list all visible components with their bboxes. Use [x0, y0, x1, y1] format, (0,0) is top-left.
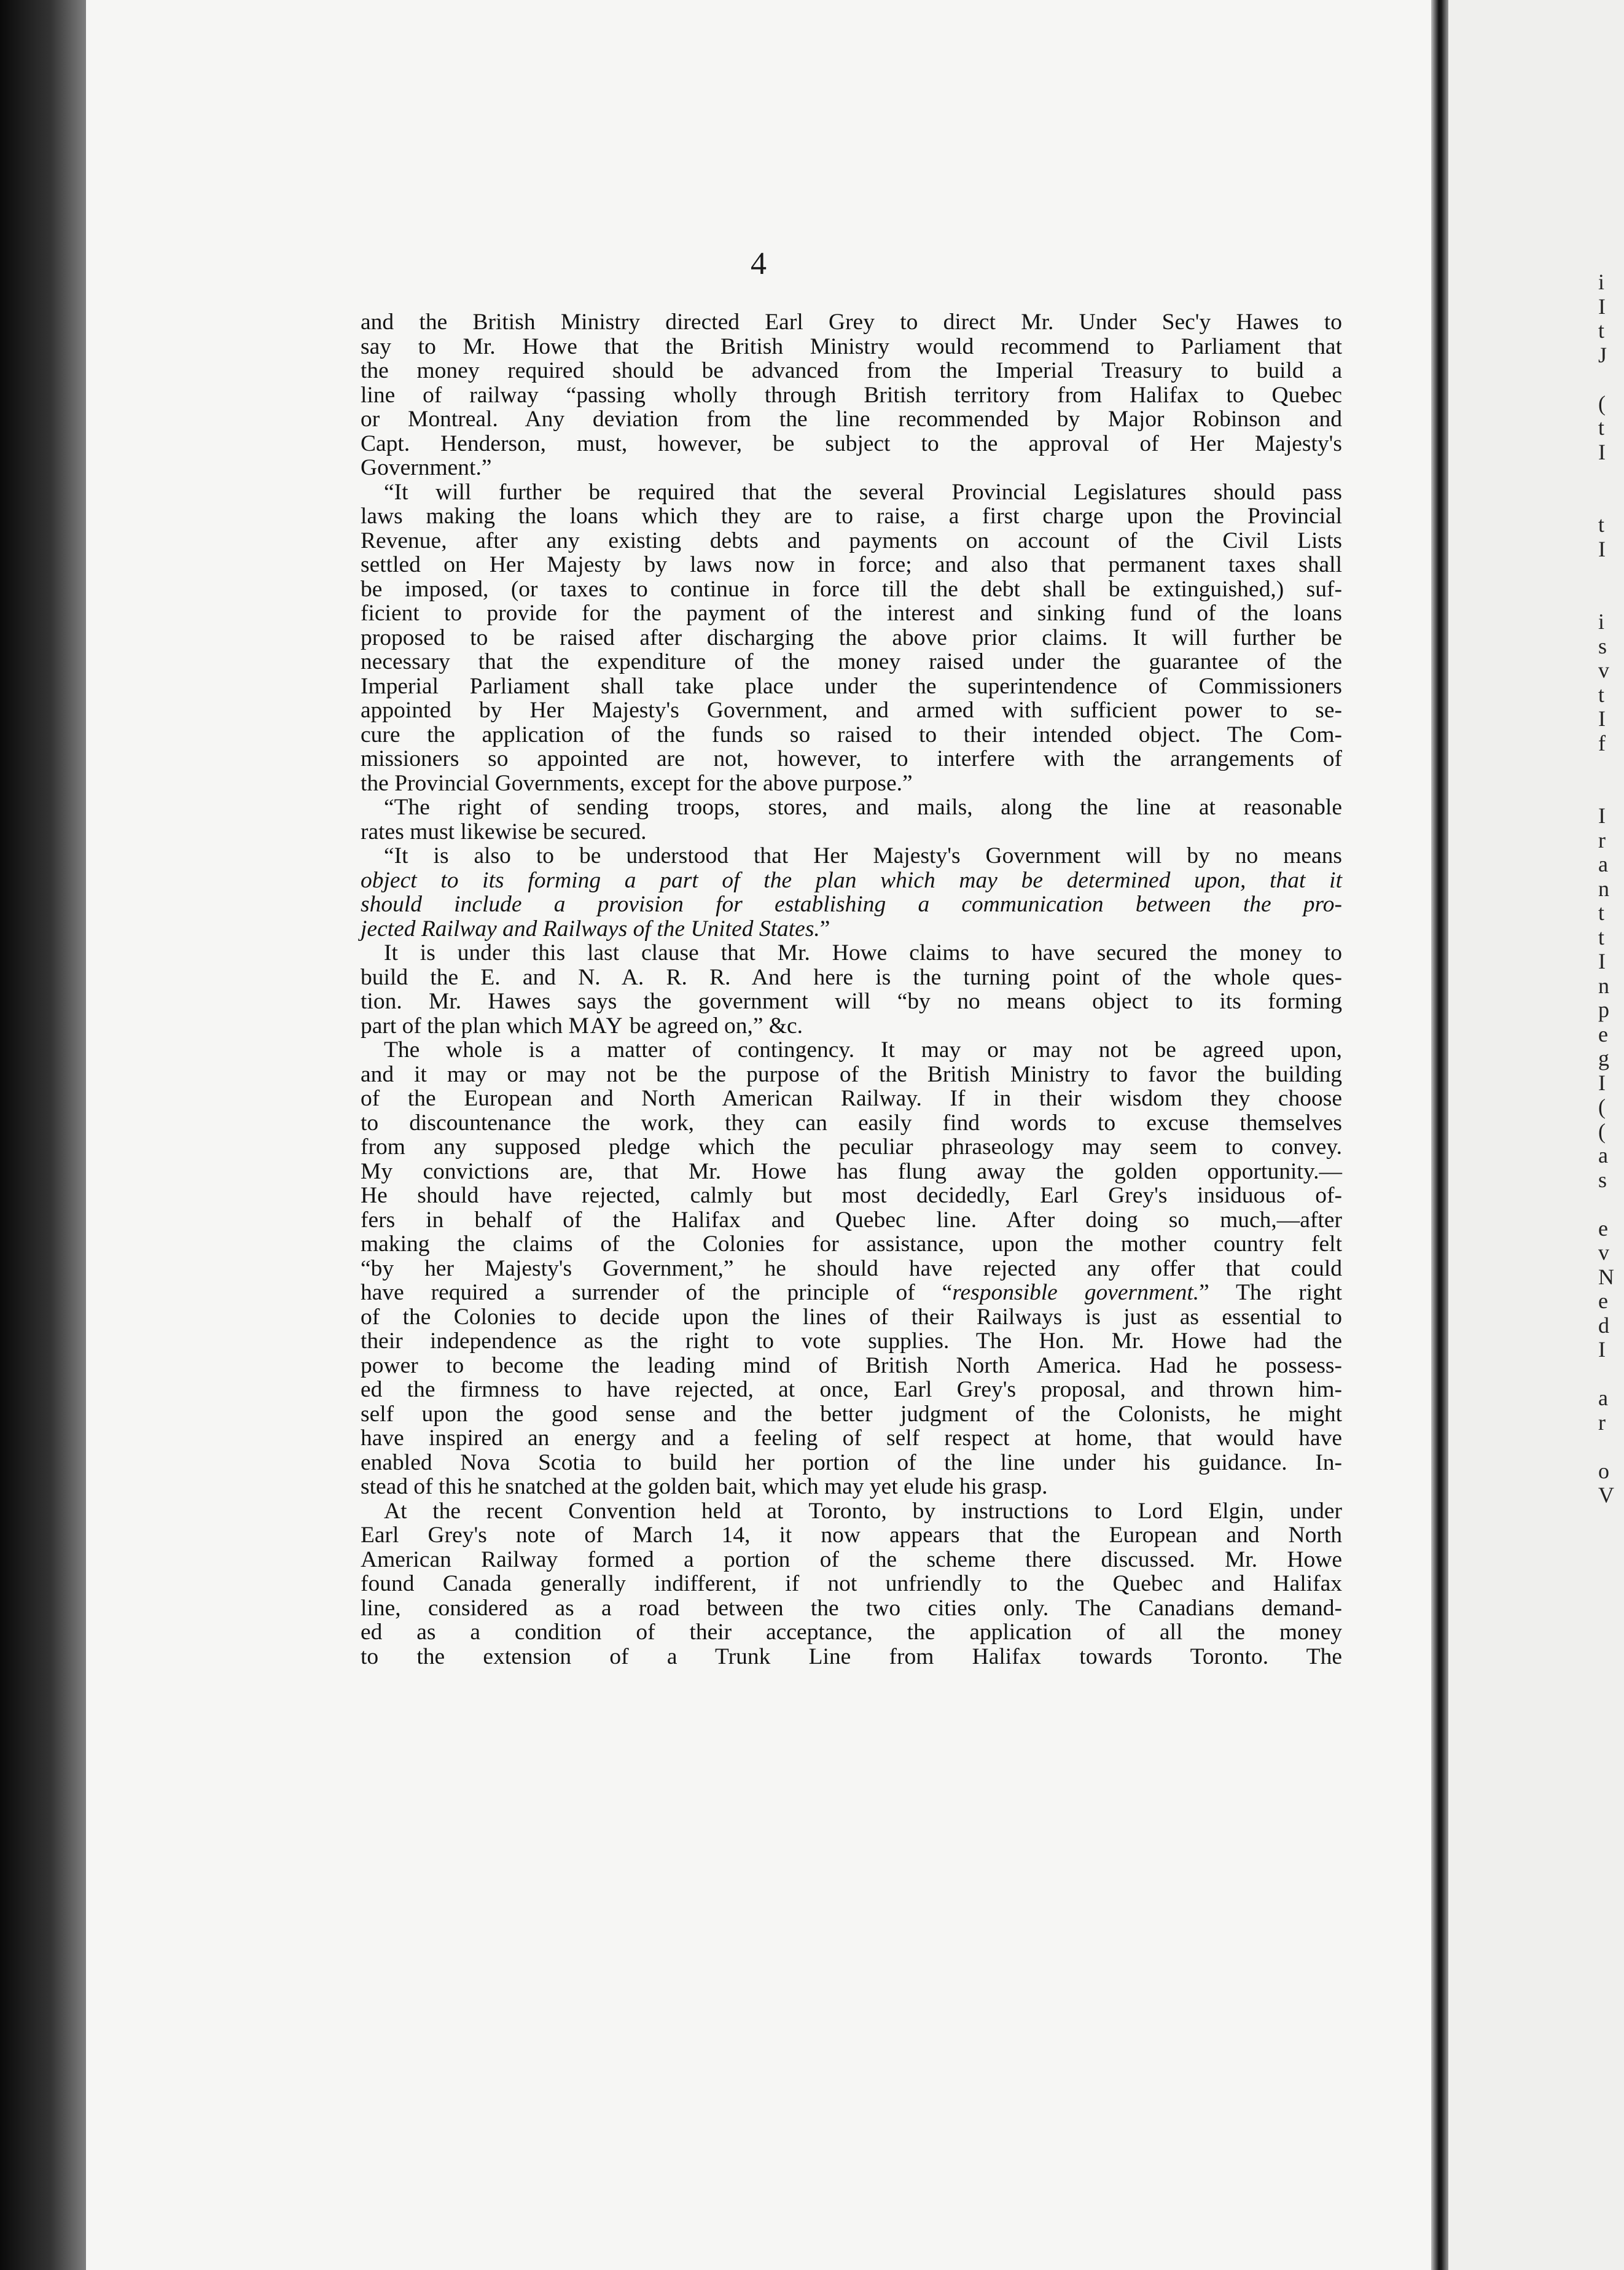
edge-letter: r [1598, 1410, 1606, 1435]
edge-letter: v [1598, 658, 1609, 682]
edge-letter: t [1598, 318, 1605, 343]
edge-letter: I [1598, 536, 1606, 561]
text-line: line, considered as a road between the two cities only. The Canadians demand- [361, 1595, 1342, 1621]
text-line: of the European and North American Railway. If in their wisdom they choose [361, 1086, 1342, 1111]
edge-letter: e [1598, 1289, 1608, 1313]
edge-letter: i [1598, 609, 1605, 634]
edge-letter: N [1598, 1264, 1614, 1289]
text-line: laws making the loans which they are to raise, a first charge upon the Provincial [361, 504, 1342, 529]
edge-letter: t [1598, 900, 1605, 925]
text-line: “The right of sending troops, stores, and mails, along the line at reasonable [384, 795, 1342, 820]
edge-letter: s [1598, 633, 1607, 658]
body-text [361, 310, 1342, 1669]
small-caps-text: MAY [568, 1013, 624, 1039]
text-line: enabled Nova Scotia to build her portion of the line under his guidance. In- [361, 1449, 1342, 1475]
text-line: ed the firmness to have rejected, at once, Earl Grey's proposal, and thrown him- [361, 1377, 1342, 1402]
text-line: It is under this last clause that Mr. Howe claims to have secured the money to [384, 940, 1342, 965]
edge-letter: e [1598, 1215, 1608, 1241]
book-gutter [1431, 0, 1448, 2270]
edge-letter: r [1598, 827, 1606, 852]
text-line: stead of this he snatched at the golden bait, which may yet elude his grasp. [361, 1474, 1048, 1499]
text-line: to discountenance the work, they can easily find words to excuse themselves [361, 1110, 1342, 1136]
edge-letter [1598, 586, 1623, 610]
text-line: the Provincial Governments, except for the above purpose.” [361, 770, 913, 796]
text-line: or Montreal. Any deviation from the line recommended by Major Robinson and [361, 407, 1342, 432]
edge-letter [1598, 755, 1623, 780]
edge-letter: g [1598, 1046, 1609, 1071]
edge-letter: t [1598, 512, 1605, 537]
edge-letter: ( [1598, 1094, 1606, 1119]
text-line: proposed to be raised after discharging the above prior claims. It will further be [361, 625, 1342, 650]
edge-letter [1598, 1362, 1623, 1387]
edge-letter: d [1598, 1312, 1609, 1338]
text-line: missioners so appointed are not, however, to interfere with the arrangements of [361, 746, 1342, 771]
edge-letter: s [1598, 1167, 1607, 1192]
italic-text: object to its forming a part of the plan which may be determined upon, that it [361, 867, 1342, 893]
text-line: and it may or may not be the purpose of the British Ministry to favor the building [361, 1061, 1342, 1087]
edge-letter [1598, 464, 1623, 489]
text-line: “It is also to be understood that Her Majesty's Government will by no means [384, 843, 1342, 868]
page-number: 4 [751, 246, 767, 281]
text-line: American Railway formed a portion of the scheme there discussed. Mr. Howe [361, 1546, 1342, 1572]
edge-letter [1598, 1192, 1623, 1217]
text-line: say to Mr. Howe that the British Ministry would recommend to Parliament that [361, 333, 1342, 359]
text-line: making the claims of the Colonies for assistance, upon the mother country felt [361, 1231, 1342, 1257]
text-line: settled on Her Majesty by laws now in force; and also that permanent taxes shall [361, 552, 1342, 577]
italic-text: jected Railway and Railways of the United States. [361, 916, 820, 942]
text-line: their independence as the right to vote supplies. The Hon. Mr. Howe had the [361, 1328, 1342, 1354]
edge-letter [1598, 367, 1623, 392]
italic-text: responsible government. [952, 1280, 1200, 1305]
text-line: “by her Majesty's Government,” he should have rejected any offer that could [361, 1255, 1342, 1281]
text-line: self upon the good sense and the better judgment of the Colonists, he might [361, 1401, 1342, 1427]
text-line: Revenue, after any existing debts and payments on account of the Civil Lists [361, 528, 1342, 553]
text-line: line of railway “passing wholly through British territory from Halifax to Quebec [361, 382, 1342, 408]
text-line: and the British Ministry directed Earl Grey to direct Mr. Under Sec'y Hawes to [361, 310, 1342, 335]
text-line: “It will further be required that the several Provincial Legislatures should pass [384, 479, 1342, 505]
text-line: Government.” [361, 455, 492, 480]
edge-letter: e [1598, 1021, 1608, 1047]
edge-letter: n [1598, 973, 1609, 998]
edge-letter: I [1598, 1337, 1606, 1362]
edge-letter: I [1598, 1070, 1606, 1095]
text-line: ficient to provide for the payment of the interest and sinking fund of the loans [361, 601, 1342, 626]
text-line-italic: jected Railway and Railways of the United States.” [361, 916, 830, 942]
italic-text: should include a provision for establishing a communication between the pro- [361, 892, 1342, 917]
text-line: fers in behalf of the Halifax and Quebec line. After doing so much,—after [361, 1207, 1342, 1233]
text-line: appointed by Her Majesty's Government, and armed with sufficient power to se- [361, 698, 1342, 723]
edge-letter: V [1598, 1483, 1614, 1507]
edge-letter: v [1598, 1240, 1609, 1265]
text-line: necessary that the expenditure of the money raised under the guarantee of the [361, 649, 1342, 674]
edge-letter [1598, 489, 1623, 513]
edge-letter: n [1598, 876, 1609, 901]
text-line: cure the application of the funds so raised to their intended object. The Com- [361, 722, 1342, 747]
text-line: of the Colonies to decide upon the lines of their Railways is just as essential to [361, 1304, 1342, 1330]
edge-letter [1598, 780, 1623, 805]
text-line: be imposed, (or taxes to continue in force till the debt shall be extinguished,) suf- [361, 576, 1342, 602]
text-line: He should have rejected, calmly but most decidedly, Earl Grey's insiduous of- [361, 1183, 1342, 1208]
text-line: have inspired an energy and a feeling of self respect at home, that would have [361, 1426, 1342, 1451]
text-line: found Canada generally indifferent, if not unfriendly to the Quebec and Halifax [361, 1571, 1342, 1596]
text-line: power to become the leading mind of British North America. Had he possess- [361, 1352, 1342, 1378]
edge-letter: t [1598, 682, 1605, 707]
text-line: build the E. and N. A. R. R. And here is the turning point of the whole ques- [361, 964, 1342, 990]
scan-border-left [0, 0, 92, 2270]
text-line: Imperial Parliament shall take place under the superintendence of Commissioners [361, 673, 1342, 699]
edge-letter [1598, 561, 1623, 586]
edge-letter: I [1598, 294, 1606, 319]
text-line: tion. Mr. Hawes says the government will “by no means object to its forming [361, 989, 1342, 1014]
edge-letter: i [1598, 270, 1605, 294]
text-line: My convictions are, that Mr. Howe has flung away the golden opportunity.— [361, 1158, 1342, 1184]
text-line: rates must likewise be secured. [361, 819, 647, 844]
edge-letter: t [1598, 924, 1605, 950]
adjacent-page-edge-text [1598, 270, 1623, 1508]
text-line-italic [361, 892, 1342, 917]
text-line: from any supposed pledge which the peculiar phraseology may seem to convey. [361, 1134, 1342, 1160]
edge-letter: I [1598, 949, 1606, 973]
edge-letter: J [1598, 342, 1607, 367]
text-line: part of the plan which MAY be agreed on,” &c. [361, 1013, 803, 1039]
text-line: Capt. Henderson, must, however, be subject to the approval of Her Majesty's [361, 431, 1342, 456]
text-line: the money required should be advanced from the Imperial Treasury to build a [361, 358, 1342, 383]
text-line: have required a surrender of the principle of “responsible government.” The right [361, 1280, 1342, 1305]
edge-letter: I [1598, 706, 1606, 731]
text-line: ed as a condition of their acceptance, the application of all the money [361, 1620, 1342, 1645]
edge-letter: a [1598, 1143, 1608, 1168]
text-line: Earl Grey's note of March 14, it now appears that the European and North [361, 1523, 1342, 1548]
text-line: At the recent Convention held at Toronto, by instructions to Lord Elgin, under [384, 1498, 1342, 1524]
edge-letter: p [1598, 997, 1609, 1022]
edge-letter: f [1598, 730, 1606, 755]
book-page [86, 0, 1431, 2270]
edge-letter: I [1598, 439, 1606, 464]
edge-letter: I [1598, 803, 1606, 828]
text-line-italic [361, 868, 1342, 893]
edge-letter: t [1598, 415, 1605, 440]
edge-letter: ( [1598, 1118, 1606, 1144]
text-line: The whole is a matter of contingency. It may or may not be agreed upon, [384, 1037, 1342, 1063]
edge-letter: o [1598, 1458, 1609, 1483]
edge-letter: a [1598, 852, 1608, 876]
edge-letter: ( [1598, 391, 1606, 416]
edge-letter: a [1598, 1386, 1608, 1410]
edge-letter [1598, 1435, 1623, 1459]
text-line: to the extension of a Trunk Line from Halifax towards Toronto. The [361, 1644, 1342, 1669]
